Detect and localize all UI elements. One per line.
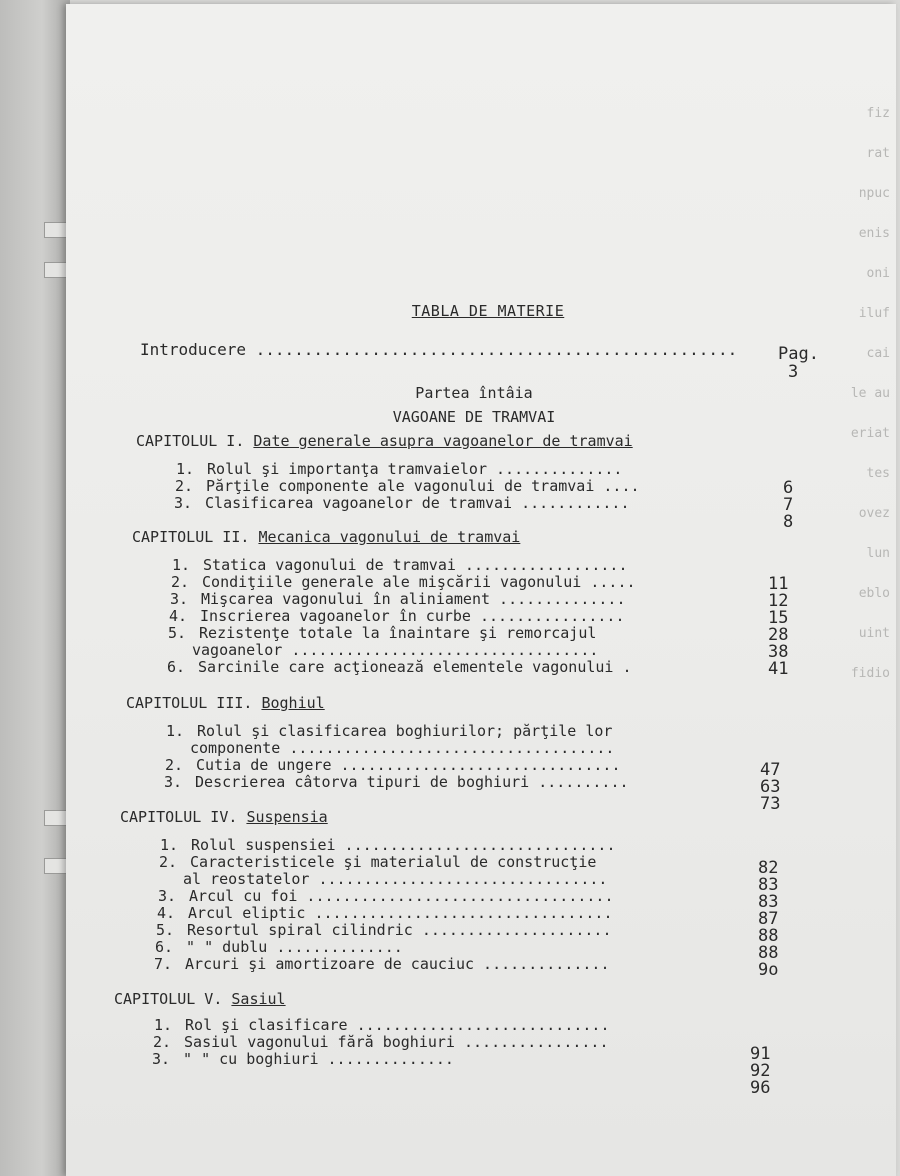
page-number: 11	[768, 574, 789, 594]
entry-continuation: vagoanelor ..................................	[192, 641, 599, 659]
bleed-word: lun	[866, 546, 890, 561]
bleed-word: npuc	[858, 186, 890, 201]
entry-number: 2.	[159, 853, 178, 871]
bleed-word: le au	[850, 386, 890, 401]
entry-number: 5.	[168, 624, 187, 642]
toc-entry	[169, 609, 624, 624]
toc-entry	[176, 462, 622, 477]
page-number: 63	[760, 777, 781, 797]
entry-number: 3.	[170, 590, 189, 608]
toc-entry	[168, 626, 596, 641]
entry-text: Inscrierea vagoanelor în curbe ................	[191, 607, 625, 625]
entry-number: 2.	[171, 573, 190, 591]
chapter-heading	[126, 694, 325, 712]
toc-entry	[154, 957, 609, 972]
intro-entry	[140, 342, 737, 357]
entry-text: Rol şi clasificare ............................	[176, 1016, 610, 1034]
chapter-title: Boghiul	[261, 694, 325, 712]
chapter-label: CAPITOLUL V.	[114, 990, 232, 1008]
entry-number: 6.	[155, 938, 174, 956]
entry-text: Sarcinile care acţionează elementele vagonului .	[189, 658, 632, 676]
toc-entry	[159, 855, 596, 870]
bleed-word: tes	[866, 466, 890, 481]
bleed-word: fidio	[850, 666, 890, 681]
bleed-word: fiz	[866, 106, 890, 121]
toc-entry	[160, 838, 615, 853]
entry-text: Clasificarea vagoanelor de tramvai ............	[196, 494, 630, 512]
chapter-title: Mecanica vagonului de tramvai	[258, 528, 521, 546]
toc-entry	[174, 496, 629, 511]
intro-page-label: Pag.	[778, 344, 819, 364]
entry-continuation: componente ....................................	[190, 739, 615, 757]
entry-number: 4.	[157, 904, 176, 922]
page-number: 73	[760, 794, 781, 814]
entry-text: Statica vagonului de tramvai ..................	[194, 556, 628, 574]
page-number: 7	[783, 495, 794, 515]
page-number: 12	[768, 591, 789, 611]
toc-entry	[164, 775, 629, 790]
chapter-title: Date generale asupra vagoanelor de tramvai	[253, 432, 633, 450]
bleed-word: cai	[866, 346, 890, 361]
bleed-word: oni	[866, 266, 890, 281]
part-heading: Partea întâia	[415, 384, 533, 402]
entry-text: Cutia de ungere ...............................	[187, 756, 621, 774]
toc-entry	[172, 558, 627, 573]
entry-text: Condiţiile generale ale mişcării vagonului .....	[193, 573, 636, 591]
entry-number: 2.	[153, 1033, 172, 1051]
chapter-title: Sasiul	[231, 990, 286, 1008]
chapter-label: CAPITOLUL III.	[126, 694, 262, 712]
toc-entry	[157, 906, 612, 921]
entry-number: 5.	[156, 921, 175, 939]
entry-text: " " cu boghiuri ..............	[174, 1050, 454, 1068]
entry-continuation: al reostatelor ................................	[183, 870, 608, 888]
entry-text: Rezistenţe totale la înaintare şi remorcajul	[190, 624, 597, 642]
entry-text: Rolul şi importanţa tramvaielor ..............	[198, 460, 623, 478]
page-number: 91	[750, 1044, 771, 1064]
entry-number: 7.	[154, 955, 173, 973]
toc-entry	[175, 479, 640, 494]
bleed-word: rat	[866, 146, 890, 161]
chapter-label: CAPITOLUL I.	[136, 432, 254, 450]
intro-page-number: 3	[788, 362, 799, 382]
entry-text: Caracteristicele şi materialul de construcţie	[181, 853, 597, 871]
chapter-label: CAPITOLUL IV.	[120, 808, 247, 826]
bleed-word: uint	[858, 626, 890, 641]
entry-text: Resortul spiral cilindric .....................	[178, 921, 612, 939]
page-number: 9o	[758, 960, 779, 980]
entry-number: 3.	[174, 494, 193, 512]
entry-text: " " dublu ..............	[177, 938, 403, 956]
entry-text: Rolul şi clasificarea boghiurilor; părţile lor	[188, 722, 613, 740]
entry-number: 4.	[169, 607, 188, 625]
toc-entry	[156, 923, 611, 938]
entry-text: Arcul cu foi ..................................	[180, 887, 614, 905]
chapter-title: Suspensia	[246, 808, 328, 826]
bleed-word: ovez	[858, 506, 890, 521]
toc-entry	[171, 575, 636, 590]
part-title: VAGOANE DE TRAMVAI	[392, 408, 556, 426]
toc-entry	[158, 889, 613, 904]
bleed-word: iluf	[858, 306, 890, 321]
toc-entry	[170, 592, 625, 607]
toc-entry	[167, 660, 632, 675]
entry-number: 1.	[154, 1016, 173, 1034]
chapter-heading	[114, 990, 286, 1008]
page-number: 92	[750, 1061, 771, 1081]
page-number: 96	[750, 1078, 771, 1098]
entry-number: 3.	[158, 887, 177, 905]
entry-number: 2.	[165, 756, 184, 774]
entry-number: 1.	[166, 722, 185, 740]
intro-dots: ..................................................	[255, 340, 738, 359]
bleed-word: eriat	[850, 426, 890, 441]
entry-number: 1.	[172, 556, 191, 574]
entry-text: Mişcarea vagonului în aliniament ..............	[192, 590, 626, 608]
entry-number: 3.	[164, 773, 183, 791]
page-number: 6	[783, 478, 794, 498]
page-number: 41	[768, 659, 789, 679]
entry-number: 6.	[167, 658, 186, 676]
toc-entry	[165, 758, 620, 773]
entry-number: 1.	[160, 836, 179, 854]
entry-text: Arcul eliptic .................................	[179, 904, 613, 922]
entry-text: Arcuri şi amortizoare de cauciuc ..............	[176, 955, 610, 973]
toc-entry	[166, 724, 612, 739]
toc-entry	[152, 1052, 454, 1067]
page-number: 8	[783, 512, 794, 532]
page-number: 88	[758, 943, 779, 963]
entry-text: Sasiul vagonului fără boghiuri ................	[175, 1033, 609, 1051]
page-number: 83	[758, 892, 779, 912]
chapter-label: CAPITOLUL II.	[132, 528, 259, 546]
toc-entry	[153, 1035, 608, 1050]
chapter-heading	[120, 808, 328, 826]
page-number: 88	[758, 926, 779, 946]
intro-label: Introducere	[140, 340, 246, 359]
page-number: 15	[768, 608, 789, 628]
entry-number: 2.	[175, 477, 194, 495]
page-number: 38	[768, 642, 789, 662]
toc-entry	[155, 940, 403, 955]
entry-number: 1.	[176, 460, 195, 478]
page-number: 28	[768, 625, 789, 645]
page-number: 83	[758, 875, 779, 895]
bleed-word: eblo	[858, 586, 890, 601]
entry-text: Părţile componente ale vagonului de tramvai ....	[197, 477, 640, 495]
chapter-heading	[136, 432, 633, 450]
entry-number: 3.	[152, 1050, 171, 1068]
entry-text: Descrierea câtorva tipuri de boghiuri ..........	[186, 773, 629, 791]
page-number: 47	[760, 760, 781, 780]
toc-title: TABLA DE MATERIE	[411, 302, 565, 320]
page-number: 82	[758, 858, 779, 878]
bleed-word: enis	[858, 226, 890, 241]
entry-text: Rolul suspensiei ..............................	[182, 836, 616, 854]
page-number: 87	[758, 909, 779, 929]
chapter-heading	[132, 528, 520, 546]
toc-entry	[154, 1018, 609, 1033]
